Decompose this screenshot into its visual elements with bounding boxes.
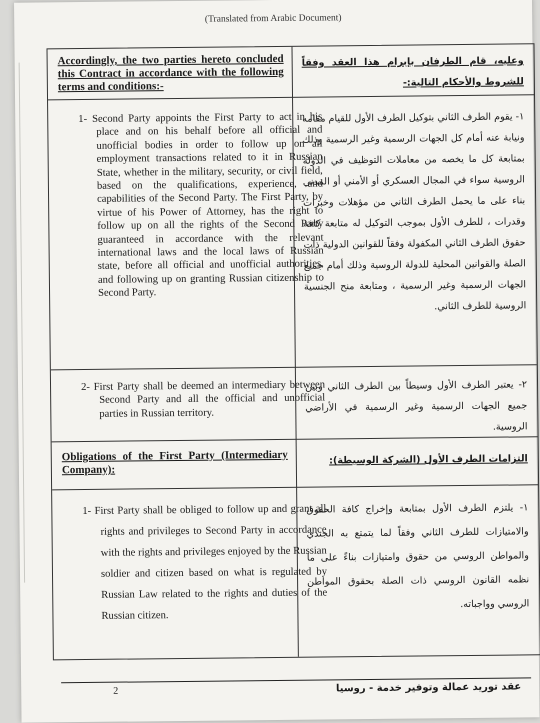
clause-1-arabic: ١- يقوم الطرف الثاني بتوكيل الطرف الأول للقيام مقامه ونيابة عنه أمام كل الجهات الرسمية وغير الرسمية وذلك بمتابعة كل ما يخصه من معاملات التوظيف في الدولة الروسية سواء في المجال العسكري أو الأمني أو المدني بناء على ما يحمل الطرف الثاني من مؤهلات وخبرات وقدرات ، للطرف الأول بموجب التوكيل له متابعة كافة حقوق الطرف الثاني المكفولة وفقاً للقوانين الدولية ذات الصلة والقوانين المحلية للدولة الروسية وذلك أمام جميع الجهات الرسمية وغير الرسمية ، ومتابعة منح الجنسية الروسية للطرف الثاني.: [302, 111, 527, 313]
obligations-heading-english: Obligations of the First Party (Intermediary Company):: [61, 448, 288, 477]
obligation-clause-1-arabic: ١- يلتزم الطرف الأول بمتابعة وإخراج كافة الحقوق والامتيازات للطرف الثاني وفقاً لما يتمتع به الجندي والمواطن الروسي من حقوق وامتيازات بناءً على ما نظمه القانون الروسي ذات الصلة بحقوق المواطن الروسي وواجباته.: [306, 502, 530, 611]
document-page: [14, 0, 540, 723]
page-edge-shadow: [9, 63, 25, 583]
bilingual-contract-table: [46, 43, 540, 660]
page-number: 2: [113, 685, 119, 697]
obligation-clause-1-english: 1- First Party shall be obliged to follow up and grant all rights and privileges to Second Party in accordance with the rights and privileges enjoyed by the Russian soldier and citizen based on what is regulated by Russian Law related to the rights and duties of the Russian citizen.: [82, 503, 328, 622]
clause-1-english: 1- Second Party appoints the First Party to act in his place and on his behalf before all official and unofficial bodies in order to follow up on all employment transactions related to it in Russian State, whether in the military, security, or civil field, based on the qualifications, experience, and capabilities of the Second Party. The First Party, by virtue of his Power of Attorney, has the right to follow up on all the rights of the Second Party guaranteed in accordance with the relevant international laws and the local laws of Russian state, before all official and unofficial authorities, and following up on granting Russian citizenship to Second Party.: [78, 111, 324, 300]
obligations-heading-arabic: التزامات الطرف الأول (الشركة الوسيطة):: [329, 453, 528, 467]
translation-note: (Translated from Arabic Document): [204, 13, 342, 25]
clause-2-english: 2- First Party shall be deemed an intermediary between Second Party and all the official and unofficial parties in Russian territory.: [80, 379, 326, 420]
intro-english: Accordingly, the two parties hereto concluded this Contract in accordance with the following terms and conditions:-: [57, 52, 284, 94]
clause-2-arabic: ٢- يعتبر الطرف الأول وسيطاً بين الطرف الثاني وبين جميع الجهات الرسمية وغير الرسمية في الأراضي الروسية.: [304, 379, 528, 433]
footer-contract-title: عقد توريد عمالة وتوفير خدمة - روسيا: [335, 681, 522, 695]
intro-arabic: وعليه، قام الطرفان بإبرام هذا العقد وفقاً للشروط والأحكام التالية:-: [301, 55, 524, 89]
